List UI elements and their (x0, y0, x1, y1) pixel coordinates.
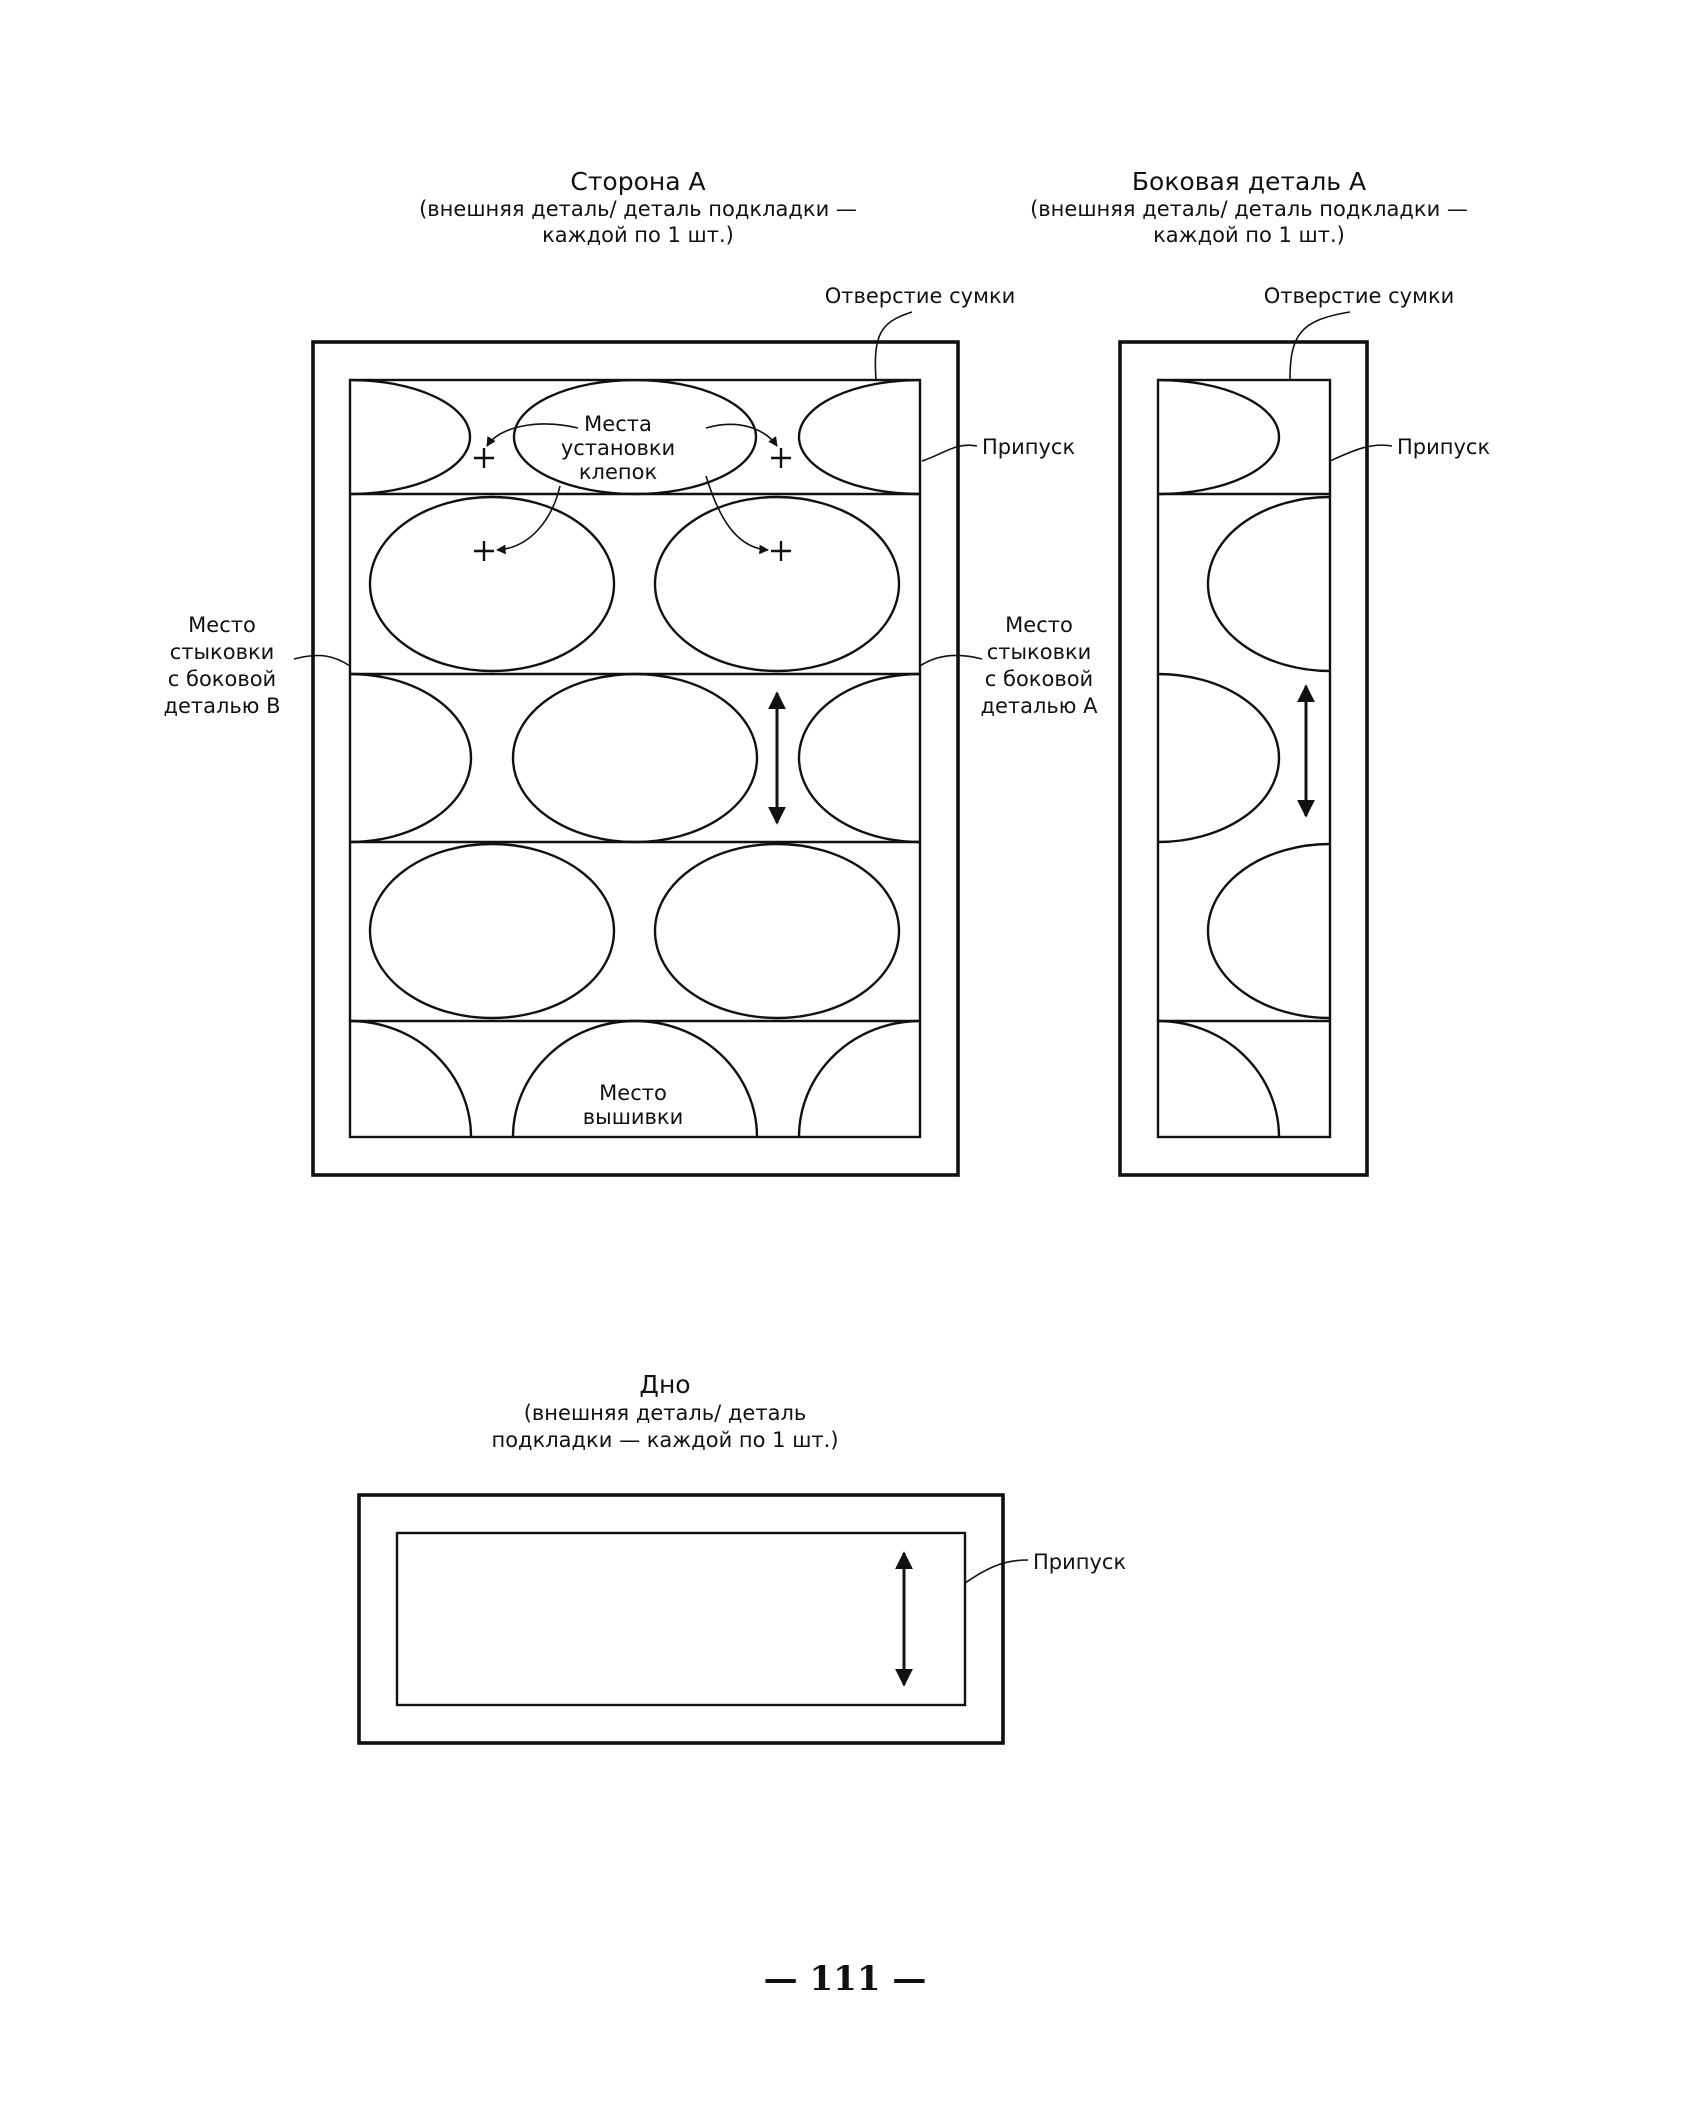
rivet-mark (771, 541, 791, 561)
side-piece-a-bag-opening-leader (1290, 312, 1350, 380)
side-a-subtitle-line2: каждой по 1 шт.) (542, 223, 734, 247)
join-b-label-line4: деталью В (163, 694, 281, 718)
rivet-leader-line (706, 424, 777, 446)
rivets-label-line3: клепок (578, 460, 658, 484)
bottom-title: Дно (639, 1370, 691, 1399)
bottom-seam-allowance-label: Припуск (1033, 1550, 1127, 1574)
join-b-leader (294, 655, 350, 666)
join-b-label-line1: Место (188, 613, 256, 637)
rivet-leader-line (497, 486, 560, 550)
embroidery-label-line1: Место (599, 1081, 667, 1105)
side-piece-a-seam-allowance-label: Припуск (1397, 435, 1491, 459)
side-a-piece (163, 167, 1098, 1253)
side-piece-a-bag-opening-label: Отверстие сумки (1263, 284, 1455, 308)
side-a-bag-opening-leader (875, 312, 912, 380)
page-number: — 111 — (763, 1959, 927, 1999)
side-piece-a-ellipse-pattern (1037, 380, 1452, 1253)
bottom-subtitle-line2: подкладки — каждой по 1 шт.) (491, 1428, 839, 1452)
side-a-bag-opening-label: Отверстие сумки (824, 284, 1016, 308)
bottom-seam-allowance-leader (965, 1560, 1028, 1583)
side-a-seam-allowance-leader (922, 445, 977, 461)
join-a-label-line3: с боковой (984, 667, 1094, 691)
join-a-leader (920, 655, 982, 666)
rivet-mark (474, 448, 494, 468)
join-a-label-line2: стыковки (986, 640, 1092, 664)
side-piece-a-title: Боковая деталь А (1131, 167, 1367, 196)
pattern-ellipse (655, 497, 899, 671)
rivet-mark (771, 448, 791, 468)
pattern-ellipse (370, 497, 614, 671)
side-a-subtitle-line1: (внешняя деталь/ деталь подкладки — (419, 197, 857, 221)
rivet-mark (474, 541, 494, 561)
join-a-label-line4: деталью А (980, 694, 1098, 718)
rivets-label-line2: установки (560, 436, 676, 460)
side-piece-a-subtitle-line1: (внешняя деталь/ деталь подкладки — (1030, 197, 1468, 221)
bottom-piece (359, 1370, 1126, 1743)
rivet-leader-line (706, 476, 768, 550)
pattern-ellipse (513, 674, 757, 842)
bottom-subtitle-line1: (внешняя деталь/ деталь (523, 1401, 807, 1425)
side-piece-a (1030, 167, 1490, 1253)
join-a-label-line1: Место (1005, 613, 1073, 637)
side-a-title: Сторона А (570, 167, 706, 196)
embroidery-label-line2: вышивки (582, 1105, 684, 1129)
bottom-inner-outline (397, 1533, 965, 1705)
side-piece-a-subtitle-line2: каждой по 1 шт.) (1153, 223, 1345, 247)
pattern-ellipse (370, 844, 614, 1018)
join-b-label-line2: стыковки (169, 640, 275, 664)
side-a-seam-allowance-label: Припуск (982, 435, 1076, 459)
rivets-label-line1: Места (584, 412, 652, 436)
pattern-ellipse (655, 844, 899, 1018)
join-b-label-line3: с боковой (167, 667, 277, 691)
side-piece-a-seam-allowance-leader (1330, 445, 1392, 461)
